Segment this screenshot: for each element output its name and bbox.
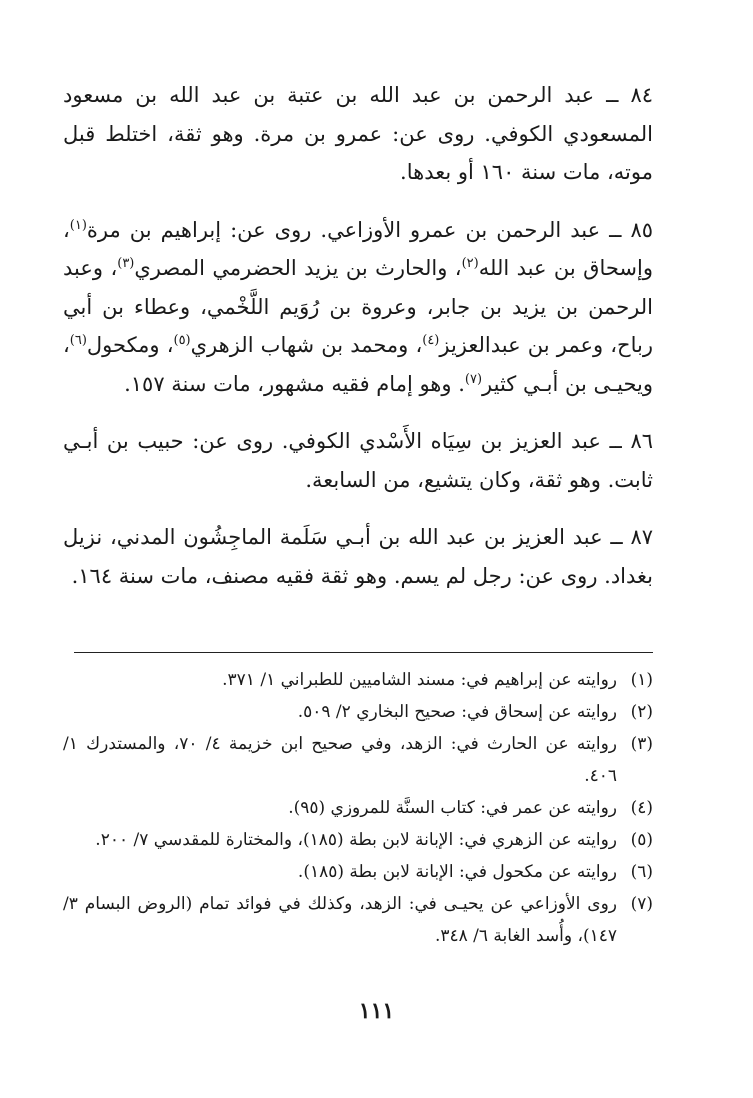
entry-86 (63, 422, 653, 499)
footnote-number: (٧) (630, 894, 653, 914)
entry-text: عبد الرحمن بن عبد الله بن عتبة بن عبد الله بن مسعود المسعودي الكوفي. روى عن: عمرو بن مرة. وهو ثقة، اختلط قبل موته، مات سنة ١٦٠ أو بعدها. (63, 83, 653, 184)
footnote-ref-7[interactable]: (٧) (464, 371, 483, 387)
footnote-text: روايته عن مكحول في: الإبانة لابن بطة (١٨٥). (297, 862, 617, 882)
entry-text: عبد العزيز بن عبد الله بن أبـي سَلَمة الماجِشُون المدني، نزيل بغداد. روى عن: رجل لم يسم. وهو ثقة فقيه مصنف، مات سنة ١٦٤. (63, 525, 653, 588)
entry-text-part: عبد الرحمن بن عمرو الأوزاعي. روى عن: إبراهيم بن مرة (86, 217, 601, 242)
footnote-1 (63, 664, 653, 696)
entry-number: ٨٧ ــ (610, 525, 654, 549)
footnote-5 (63, 824, 653, 856)
footnote-text: روايته عن إبراهيم في: مسند الشاميين للطبراني ١/ ٣٧١. (222, 670, 617, 690)
footnote-3 (63, 728, 653, 792)
entry-text-part: ، ويحيـى بن أبـي كثير (63, 333, 653, 396)
footnote-divider (74, 652, 653, 653)
entry-text-part: ، ومكحول (86, 333, 174, 357)
footnote-7 (63, 888, 653, 952)
footnote-number: (٢) (630, 702, 653, 722)
entry-text-part: ، وعبد الرحمن بن يزيد بن جابر، وعروة بن رُوَيم اللَّخْمي، وعطاء بن أبي رباح، وعمر بن عبدالعزيز (63, 256, 653, 357)
footnote-ref-6[interactable]: (٦) (69, 333, 87, 348)
entry-text-part: ، ومحمد بن شهاب الزهري (190, 333, 423, 357)
entry-text-part: ، وإسحاق بن عبد الله (63, 217, 653, 280)
entry-text-part: . وهو إمام فقيه مشهور، مات سنة ١٥٧. (124, 371, 465, 396)
entry-85 (63, 211, 653, 404)
footnote-text: روايته عن عمر في: كتاب السنَّة للمروزي (٩٥). (288, 798, 617, 818)
footnote-2 (63, 696, 653, 728)
footnote-text: روايته عن إسحاق في: صحيح البخاري ٢/ ٥٠٩. (297, 702, 617, 722)
footnote-ref-3[interactable]: (٣) (117, 256, 135, 271)
page-number: ١١١ (358, 998, 395, 1024)
footnote-number: (٦) (630, 862, 653, 882)
footnote-ref-2[interactable]: (٢) (461, 256, 479, 271)
entry-87 (63, 518, 653, 595)
footnote-text: روى الأوزاعي عن يحيـى في: الزهد، وكذلك في فوائد تمام (الروض البسام ٣/ ١٤٧)، وأُسد الغابة ٦/ ٣٤٨. (63, 894, 617, 946)
main-text (63, 76, 653, 614)
footnote-number: (٤) (630, 798, 653, 818)
footnotes (63, 664, 653, 952)
footnote-text: روايته عن الحارث في: الزهد، وفي صحيح ابن خزيمة ٤/ ٧٠، والمستدرك ١/ ٤٠٦. (63, 734, 617, 786)
entry-number: ٨٤ ــ (606, 83, 653, 107)
footnote-number: (٥) (630, 830, 653, 850)
entry-text: عبد العزيز بن سِيَاه الأَسْدي الكوفي. روى عن: حبيب بن أبـي ثابت. وهو ثقة، وكان يتشيع، من السابعة. (63, 429, 653, 492)
footnote-ref-4[interactable]: (٤) (422, 333, 440, 348)
footnote-text: روايته عن الزهري في: الإبانة لابن بطة (١٨٥)، والمختارة للمقدسي ٧/ ٢٠٠. (95, 830, 617, 850)
footnote-number: (٣) (630, 734, 653, 754)
entry-84 (63, 76, 653, 192)
footnote-4 (63, 792, 653, 824)
footnote-number: (١) (630, 670, 653, 690)
entry-number: ٨٥ ــ (609, 217, 653, 242)
entry-number: ٨٦ ــ (609, 429, 653, 453)
footnote-6 (63, 856, 653, 888)
entry-text-part: ، والحارث بن يزيد الحضرمي المصري (134, 256, 462, 280)
footnote-ref-5[interactable]: (٥) (173, 333, 191, 348)
footnote-ref-1[interactable]: (١) (69, 217, 87, 233)
